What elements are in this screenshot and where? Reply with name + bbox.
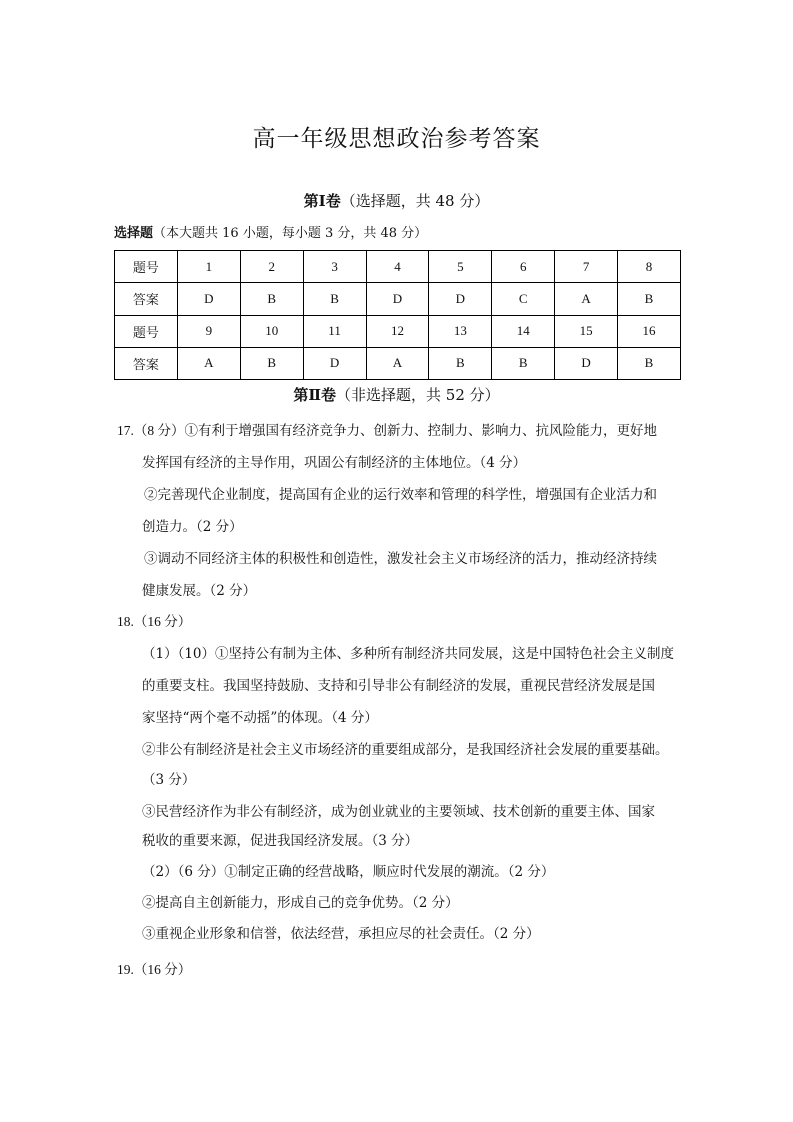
table-cell: 13 xyxy=(429,315,492,347)
table-cell: 2 xyxy=(240,251,303,283)
table-cell: 14 xyxy=(492,315,555,347)
table-row xyxy=(115,315,681,347)
table-cell: B xyxy=(240,283,303,315)
table-cell: B xyxy=(240,347,303,379)
table-row xyxy=(115,283,681,315)
q18-line: ②非公有制经济是社会主义市场经济的重要组成部分，是我国经济社会发展的重要基础。 xyxy=(142,742,669,758)
table-cell: 11 xyxy=(303,315,366,347)
table-cell: C xyxy=(492,283,555,315)
table-cell: 4 xyxy=(366,251,429,283)
q18-line: （1）（10）①坚持公有制为主体、多种所有制经济共同发展，这是中国特色社会主义制度 xyxy=(142,646,675,662)
q18-heading: 18.（16 分） xyxy=(117,614,192,629)
table-cell: B xyxy=(492,347,555,379)
multiple-choice-desc: （本大题共 16 小题，每小题 3 分，共 48 分） xyxy=(153,226,428,241)
q18-line: （2）（6 分）①制定正确的经营战略，顺应时代发展的潮流。（2 分） xyxy=(142,864,555,880)
table-row-header: 答案 xyxy=(115,283,178,315)
table-cell: D xyxy=(555,347,618,379)
table-row-header: 答案 xyxy=(115,347,178,379)
q18-line: ③重视企业形象和信誉，依法经营，承担应尽的社会责任。（2 分） xyxy=(142,926,540,942)
section-two-heading xyxy=(0,384,793,405)
table-cell: B xyxy=(303,283,366,315)
table-cell: A xyxy=(555,283,618,315)
q17-line: 发挥国有经济的主导作用，巩固公有制经济的主体地位。（4 分） xyxy=(142,455,527,471)
table-cell: 15 xyxy=(555,315,618,347)
multiple-choice-heading xyxy=(114,222,427,241)
table-cell: 3 xyxy=(303,251,366,283)
table-cell: 9 xyxy=(177,315,240,347)
table-cell: 6 xyxy=(492,251,555,283)
q18-line: （3 分） xyxy=(142,772,196,788)
q19-heading: 19.（16 分） xyxy=(117,962,192,977)
table-row xyxy=(115,347,681,379)
q18-line: 家坚持“两个毫不动摇”的体现。（4 分） xyxy=(142,710,378,726)
q18-line: ②提高自主创新能力，形成自己的竞争优势。（2 分） xyxy=(142,895,459,911)
table-cell: D xyxy=(177,283,240,315)
q17-line: ③调动不同经济主体的积极性和创造性，激发社会主义市场经济的活力，推动经济持续 xyxy=(144,551,657,567)
table-cell: 5 xyxy=(429,251,492,283)
section-two-label: 第Ⅱ卷 xyxy=(293,386,337,404)
section-one-desc: （选择题，共 48 分） xyxy=(340,192,490,210)
table-row-header: 题号 xyxy=(115,251,178,283)
table-cell: B xyxy=(429,347,492,379)
q18-line: 的重要支柱。我国坚持鼓励、支持和引导非公有制经济的发展，重视民营经济发展是国 xyxy=(142,678,655,694)
table-cell: A xyxy=(366,347,429,379)
q17-line: 健康发展。（2 分） xyxy=(142,583,257,599)
table-cell: B xyxy=(618,347,681,379)
q17-line: ②完善现代企业制度，提高国有企业的运行效率和管理的科学性，增强国有企业活力和 xyxy=(144,487,657,503)
table-cell: D xyxy=(366,283,429,315)
table-cell: 1 xyxy=(177,251,240,283)
table-cell: A xyxy=(177,347,240,379)
table-cell: 7 xyxy=(555,251,618,283)
table-cell: 8 xyxy=(618,251,681,283)
page-title: 高一年级思想政治参考答案 xyxy=(252,126,541,152)
table-cell: B xyxy=(618,283,681,315)
q17-line: 创造力。（2 分） xyxy=(142,519,243,535)
section-one-heading xyxy=(0,190,793,211)
table-cell: 10 xyxy=(240,315,303,347)
table-cell: D xyxy=(429,283,492,315)
table-row xyxy=(115,251,681,283)
table-row-header: 题号 xyxy=(115,315,178,347)
answer-table xyxy=(114,250,681,380)
q17-line: 17.（8 分）①有利于增强国有经济竞争力、创新力、控制力、影响力、抗风险能力，更好地 xyxy=(117,423,657,438)
table-cell: 12 xyxy=(366,315,429,347)
q18-line: 税收的重要来源，促进我国经济发展。（3 分） xyxy=(142,833,419,849)
section-two-desc: （非选择题，共 52 分） xyxy=(336,386,500,404)
section-one-label: 第Ⅰ卷 xyxy=(303,192,341,210)
table-cell: 16 xyxy=(618,315,681,347)
table-cell: D xyxy=(303,347,366,379)
q18-line: ③民营经济作为非公有制经济，成为创业就业的主要领域、技术创新的重要主体、国家 xyxy=(142,804,655,820)
multiple-choice-label: 选择题 xyxy=(114,226,154,241)
